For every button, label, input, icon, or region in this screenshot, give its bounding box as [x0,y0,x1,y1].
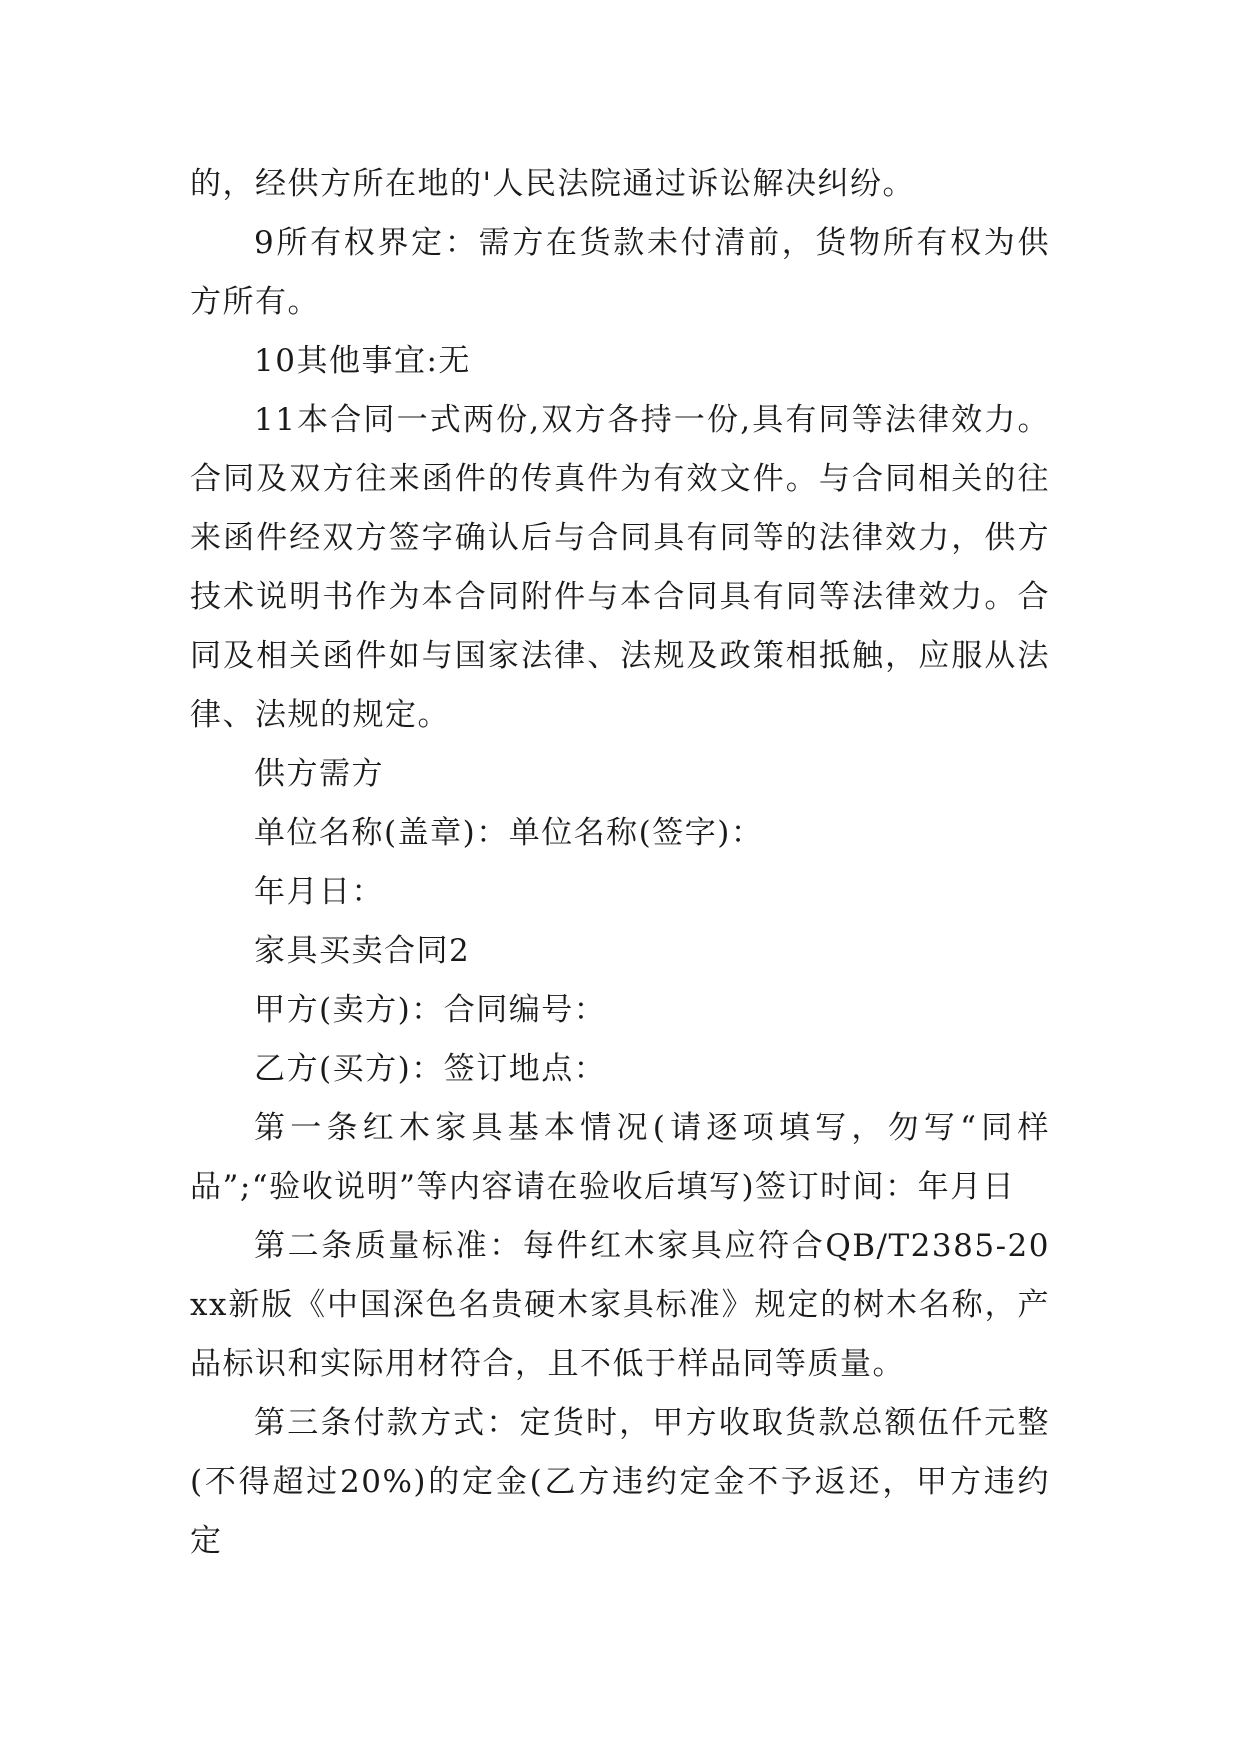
contract-text [190,155,1050,1571]
paragraph-unit-names: 单位名称(盖章)：单位名称(签字)： [254,815,764,851]
paragraph-ownership: 9所有权界定：需方在货款未付清前，货物所有权为供方所有。 [190,225,1050,320]
paragraph-parties: 供方需方 [254,756,384,792]
paragraph-party-a: 甲方(卖方)：合同编号： [254,992,607,1028]
paragraph-article-2: 第二条质量标准：每件红木家具应符合QB/T2385-20xx新版《中国深色名贵硬木家具标准》规定的树木名称，产品标识和实际用材符合，且不低于样品同等质量。 [190,1228,1050,1382]
paragraph-other-matters: 10其他事宜:无 [254,343,471,379]
paragraph-date: 年月日： [254,874,384,910]
paragraph-article-1: 第一条红木家具基本情况(请逐项填写，勿写“同样品”;“验收说明”等内容请在验收后填写)签订时间：年月日 [190,1110,1050,1205]
paragraph-copies-validity: 11本合同一式两份,双方各持一份,具有同等法律效力。合同及双方往来函件的传真件为有效文件。与合同相关的往来函件经双方签字确认后与合同具有同等的法律效力，供方技术说明书作为本合同附件与本合同具有同等法律效力。合同及相关函件如与国家法律、法规及政策相抵触，应服从法律、法规的规定。 [190,402,1050,733]
paragraph-article-3: 第三条付款方式：定货时，甲方收取货款总额伍仟元整(不得超过20%)的定金(乙方违约定金不予返还，甲方违约定 [190,1405,1050,1559]
paragraph-party-b: 乙方(买方)：签订地点： [254,1051,607,1087]
paragraph-contract-title: 家具买卖合同2 [254,933,471,969]
paragraph-dispute-resolution: 的，经供方所在地的'人民法院通过诉讼解决纠纷。 [190,166,916,202]
